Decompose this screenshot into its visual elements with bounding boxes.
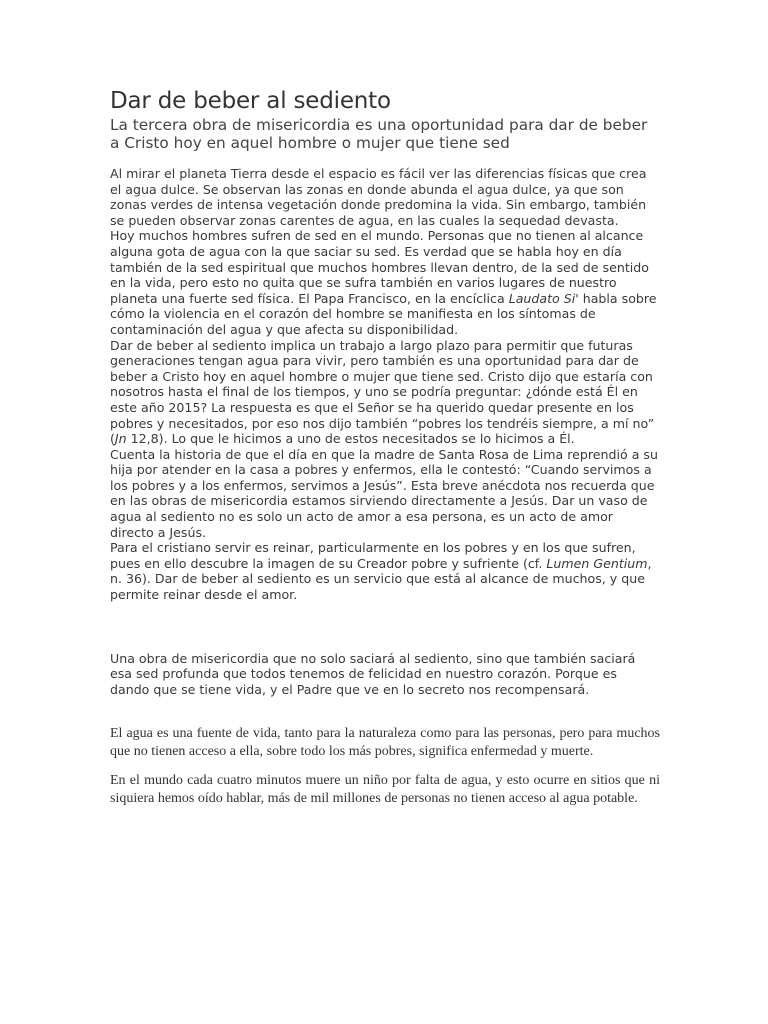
paragraph-3-emphasis: Jn [114, 431, 127, 447]
spacer [110, 603, 660, 651]
paragraph-3-text-a: Dar de beber al sediento implica un trabajo a largo plazo para permitir que futuras generaciones tengan agua para vivir, pero también es una oportunidad para dar de beber a Cristo hoy en aquel hombre o mujer que tiene sed. Cristo dijo que estaría con nosotros hasta el final de los tiempos, y uno se podría preguntar: ¿dónde está Él en este año 2015? La respuesta es que el Señor se ha querido quedar presente en los pobres y necesitados, por eso nos dijo también “pobres los tendréis siempre, a mí no” ( [110, 337, 655, 447]
paragraph-5 [110, 540, 660, 602]
paragraph-6: Una obra de misericordia que no solo saciará al sediento, sino que también saciará esa sed profunda que todos tenemos de felicidad en nuestro corazón. Porque es dando que se tiene vida, y el Padre que ve en lo secreto nos recompensará. [110, 650, 636, 697]
paragraph-5-emphasis: Lumen Gentium [546, 555, 648, 571]
paragraph-8: En el mundo cada cuatro minutos muere un niño por falta de agua, y esto ocurre en sitios que ni siquiera hemos oído hablar, más de mil millones de personas no tienen acceso al agua potable. [110, 773, 660, 806]
paragraph-2-emphasis: Laudato Si' [508, 290, 579, 306]
paragraph-5-text-a: Para el cristiano servir es reinar, particularmente en los pobres y en los que sufren, pues en ello descubre la imagen de su Creador pobre y sufriente (cf. [110, 540, 636, 571]
paragraph-3-text-b: 12,8). Lo que le hicimos a uno de estos necesitados se lo hicimos a Él. [126, 431, 575, 447]
document-page [110, 86, 660, 807]
paragraph-1: Al mirar el planeta Tierra desde el espacio es fácil ver las diferencias físicas que crea el agua dulce. Se observan las zonas en donde abunda el agua dulce, ya que son zonas verdes de intensa vegetación donde predomina la vida. Sin embargo, también se pueden observar zonas carentes de agua, en las cuales la sequedad devasta. [110, 166, 647, 228]
paragraph-3 [110, 338, 660, 447]
paragraph-5-text-b: , n. 36). Dar de beber al sediento es un servicio que está al alcance de muchos, y que permite reinar desde el amor. [110, 555, 652, 603]
paragraph-2 [110, 228, 660, 337]
paragraph-7: El agua es una fuente de vida, tanto para la naturaleza como para las personas, pero para muchos que no tienen acceso a ella, sobre todo los más pobres, significa enfermedad y muerte. [110, 726, 660, 759]
page-title: Dar de beber al sediento [110, 88, 391, 114]
paragraph-2-text-b: habla sobre cómo la violencia en el corazón del hombre se manifiesta en los síntomas de contaminación del agua y que afecta su disponibilidad. [110, 290, 657, 337]
paragraph-2-text-a: Hoy muchos hombres sufren de sed en el mundo. Personas que no tienen al alcance alguna gota de agua con la que saciar su sed. Es verdad que se habla hoy en día también de la sed espiritual que muchos hombres llevan dentro, de la sed de sentido en la vida, pero esto no quita que se sufra también en varios lugares de nuestro planeta una fuerte sed física. El Papa Francisco, en la encíclica [110, 228, 649, 306]
spacer [110, 697, 660, 725]
page-subtitle: La tercera obra de misericordia es una oportunidad para dar de beber a Cristo hoy en aquel hombre o mujer que tiene sed [110, 116, 648, 152]
paragraph-4: Cuenta la historia de que el día en que la madre de Santa Rosa de Lima reprendió a su hija por atender en la casa a pobres y enfermos, ella le contestó: “Cuando servimos a los pobres y a los enfermos, servimos a Jesús”. Esta breve anécdota nos recuerda que en las obras de misericordia estamos sirviendo directamente a Jesús. Dar un vaso de agua al sediento no es solo un acto de amor a esa persona, es un acto de amor directo a Jesús. [110, 446, 658, 540]
